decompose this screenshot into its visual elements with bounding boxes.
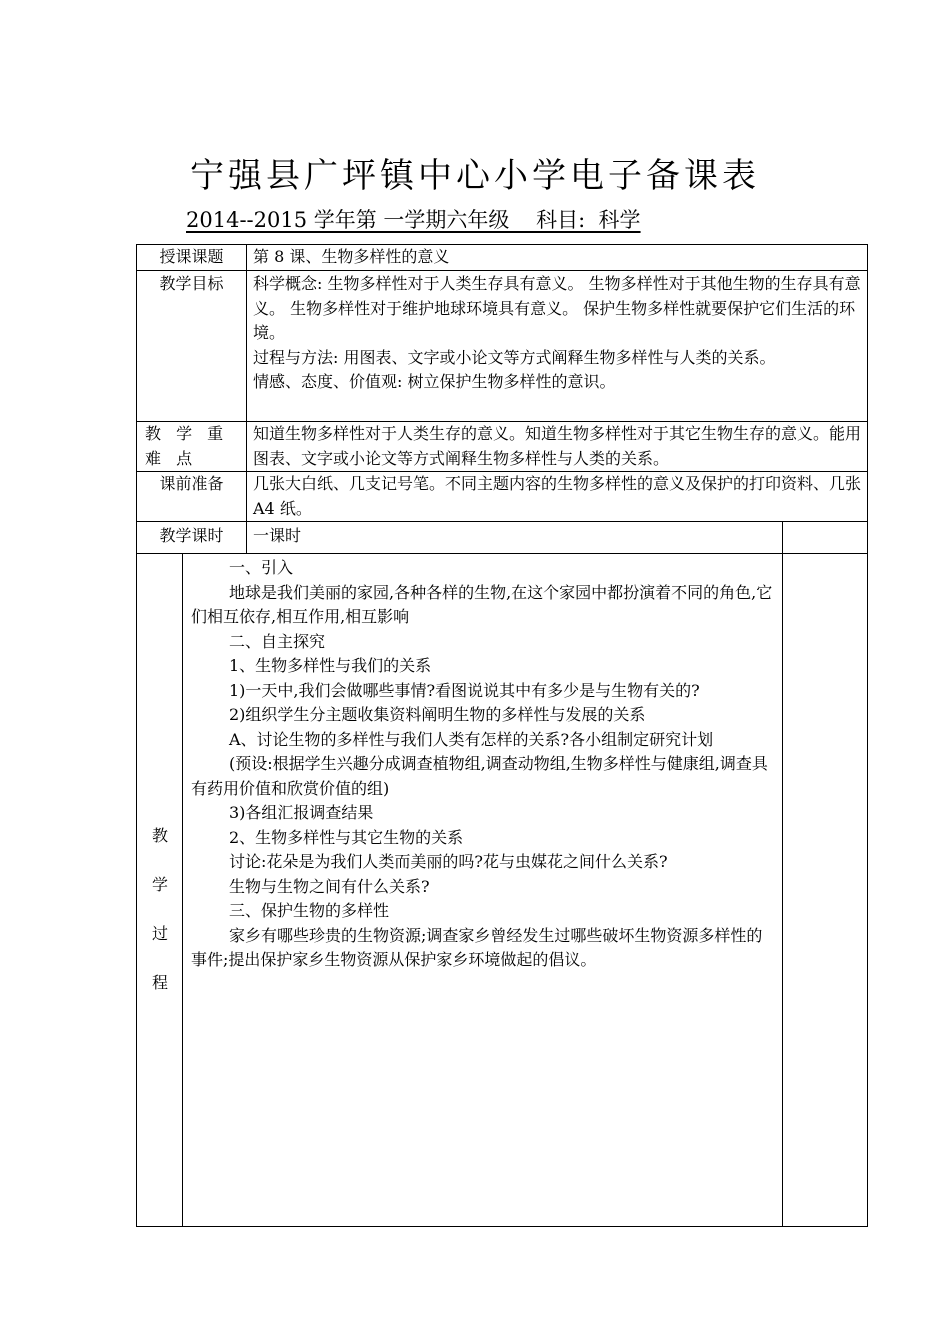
process-paragraph: 讨论:花朵是为我们人类而美丽的吗?花与虫媒花之间什么关系? bbox=[229, 852, 668, 871]
process-paragraph: 2、生物多样性与其它生物的关系 bbox=[229, 827, 464, 847]
topic-label: 授课课题 bbox=[159, 247, 224, 266]
difficulty-label: 教 学 重 难 点 bbox=[145, 424, 229, 468]
goals-content bbox=[253, 272, 865, 395]
column-divider bbox=[246, 245, 247, 554]
difficulty-value: 知道生物多样性对于人类生存的意义。知道生物多样性对于其它生物生存的意义。能用图表、文字或小论文等方式阐释生物多样性与人类的关系。 bbox=[253, 424, 862, 468]
process-paragraph: 3)各组汇报调查结果 bbox=[229, 803, 374, 822]
process-paragraph: 1、生物多样性与我们的关系 bbox=[229, 656, 432, 675]
process-paragraph: 地球是我们美丽的家园,各种各样的生物,在这个家园中都扮演着不同的角色,它们相互依存,相互作用,相互影响 bbox=[191, 582, 773, 626]
process-paragraph: 一、引入 bbox=[229, 558, 294, 577]
process-paragraph: 二、自主探究 bbox=[229, 631, 326, 651]
process-paragraph: 家乡有哪些珍贵的生物资源;调查家乡曾经发生过哪些破坏生物资源多样性的事件;提出保护家乡生物资源从保护家乡环境做起的倡议。 bbox=[191, 925, 763, 969]
topic-value: 第 8 课、生物多样性的意义 bbox=[253, 247, 450, 266]
goals-line: 情感、态度、价值观: 树立保护生物多样性的意识。 bbox=[253, 372, 616, 391]
page-title: 宁强县广坪镇中心小学电子备课表 bbox=[190, 156, 760, 196]
process-paragraph: 生物与生物之间有什么关系? bbox=[229, 876, 430, 896]
process-content bbox=[191, 556, 776, 973]
hours-value: 一课时 bbox=[253, 526, 302, 545]
process-label-char: 学 bbox=[151, 875, 168, 894]
process-label-char: 教 bbox=[151, 826, 168, 845]
lesson-plan-table bbox=[136, 244, 868, 1227]
process-paragraph: A、讨论生物的多样性与我们人类有怎样的关系?各小组制定研究计划 bbox=[229, 729, 714, 749]
goals-line: 科学概念: 生物多样性对于人类生存具有意义。 生物多样性对于其他生物的生存具有意义。 生物多样性对于维护地球环境具有意义。 保护生物多样性就要保护它们生活的环境。 bbox=[253, 274, 861, 342]
process-paragraph: 三、保护生物的多样性 bbox=[229, 901, 390, 920]
goals-line: 过程与方法: 用图表、文字或小论文等方式阐释生物多样性与人类的关系。 bbox=[253, 347, 776, 367]
process-label-char: 程 bbox=[151, 973, 168, 992]
term-subject-line: 2014--2015 学年第 一学期六年级 科目: 科学 bbox=[186, 208, 641, 232]
process-paragraph: (预设:根据学生兴趣分成调查植物组,调查动物组,生物多样性与健康组,调查具有药用价值和欣赏价值的组) bbox=[191, 754, 768, 798]
process-label-char: 过 bbox=[151, 924, 168, 943]
column-divider bbox=[782, 521, 783, 1227]
process-paragraph: 1)一天中,我们会做哪些事情?看图说说其中有多少是与生物有关的? bbox=[229, 680, 700, 700]
goals-label: 教学目标 bbox=[159, 274, 224, 293]
prep-label: 课前准备 bbox=[159, 474, 224, 493]
process-paragraph: 2)组织学生分主题收集资料阐明生物的多样性与发展的关系 bbox=[229, 705, 646, 724]
prep-value: 几张大白纸、几支记号笔。不同主题内容的生物多样性的意义及保护的打印资料、几张 A4 纸。 bbox=[253, 474, 862, 518]
hours-label: 教学课时 bbox=[159, 526, 224, 545]
